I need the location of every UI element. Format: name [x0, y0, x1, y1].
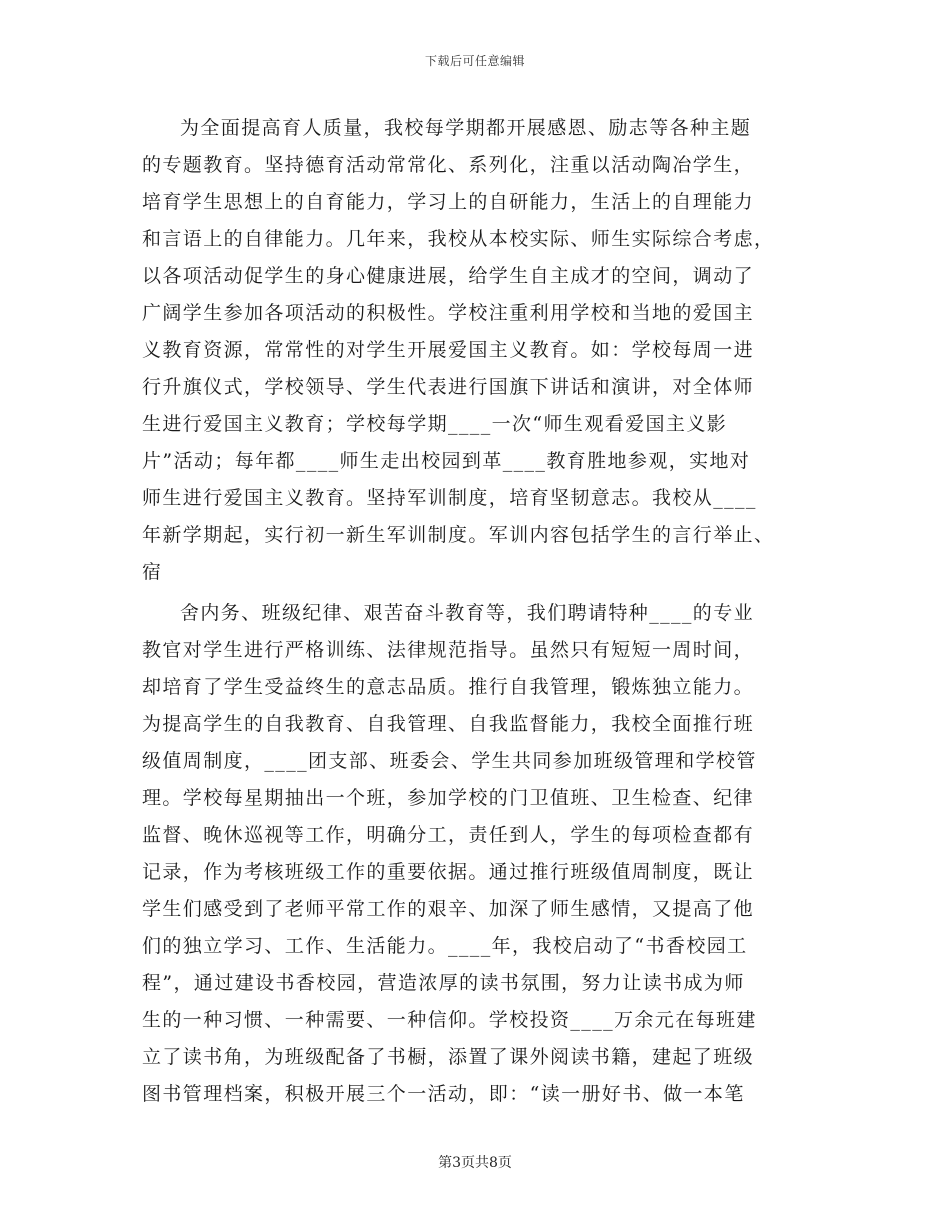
- text-line: 教官对学生进行严格训练、法律规范指导。虽然只有短短一周时间，: [142, 639, 755, 661]
- text-line: 程”，通过建设书香校园，营造浓厚的读书氛围，努力让读书成为师: [142, 972, 745, 994]
- text-line: 和言语上的自律能力。几年来，我校从本校实际、师生实际综合考虑，: [142, 228, 775, 250]
- text-line: 学生们感受到了老师平常工作的艰辛、加深了师生感情，又提高了他: [142, 898, 755, 920]
- text-line: 宿: [142, 561, 163, 583]
- text-line: 片”活动；每年都____师生走出校园到革____教育胜地参观，实地对: [142, 450, 751, 472]
- text-line: 却培育了学生受益终生的意志品质。推行自我管理，锻炼独立能力。: [142, 676, 755, 698]
- text-line: 图书管理档案，积极开展三个一活动，即：“读一册好书、做一本笔: [142, 1083, 745, 1105]
- page-number: 第3页共8页: [438, 1155, 512, 1171]
- text-line: 年新学期起，实行初一新生军训制度。军训内容包括学生的言行举止、: [142, 524, 775, 546]
- text-line: 们的独立学习、工作、生活能力。____年，我校启动了“书香校园工: [142, 935, 748, 957]
- paragraph-2: [142, 595, 806, 1113]
- paragraph-1: [142, 110, 806, 591]
- page-header-note: 下载后可任意编辑: [424, 54, 525, 68]
- text-line: 舍内务、班级纪律、艰苦奋斗教育等，我们聘请特种____的专业: [180, 602, 755, 624]
- text-line: 义教育资源，常常性的对学生开展爱国主义教育。如：学校每周一进: [142, 339, 755, 361]
- text-line: 为提高学生的自我教育、自我管理、自我监督能力，我校全面推行班: [142, 713, 755, 735]
- text-line: 级值周制度，____团支部、班委会、学生共同参加班级管理和学校管: [142, 750, 757, 772]
- text-line: 生进行爱国主义教育；学校每学期____一次“师生观看爱国主义影: [142, 413, 728, 435]
- text-line: 广阔学生参加各项活动的积极性。学校注重利用学校和当地的爱国主: [142, 302, 755, 324]
- document-body: [142, 110, 806, 1113]
- text-line: 理。学校每星期抽出一个班，参加学校的门卫值班、卫生检查、纪律: [142, 787, 755, 809]
- text-line: 记录，作为考核班级工作的重要依据。通过推行班级值周制度，既让: [142, 861, 755, 883]
- text-line: 监督、晚休巡视等工作，明确分工，责任到人，学生的每项检查都有: [142, 824, 755, 846]
- text-line: 的专题教育。坚持德育活动常常化、系列化，注重以活动陶冶学生，: [142, 154, 755, 176]
- text-line: 培育学生思想上的自育能力，学习上的自研能力，生活上的自理能力: [142, 191, 755, 213]
- text-line: 为全面提高育人质量，我校每学期都开展感恩、励志等各种主题: [180, 117, 752, 139]
- text-line: 以各项活动促学生的身心健康进展，给学生自主成才的空间，调动了: [142, 265, 755, 287]
- text-line: 师生进行爱国主义教育。坚持军训制度，培育坚韧意志。我校从____: [142, 487, 757, 509]
- text-line: 生的一种习惯、一种需要、一种信仰。学校投资____万余元在每班建: [142, 1009, 757, 1031]
- text-line: 行升旗仪式，学校领导、学生代表进行国旗下讲话和演讲，对全体师: [142, 376, 755, 398]
- text-line: 立了读书角，为班级配备了书橱，添置了课外阅读书籍，建起了班级: [142, 1046, 755, 1068]
